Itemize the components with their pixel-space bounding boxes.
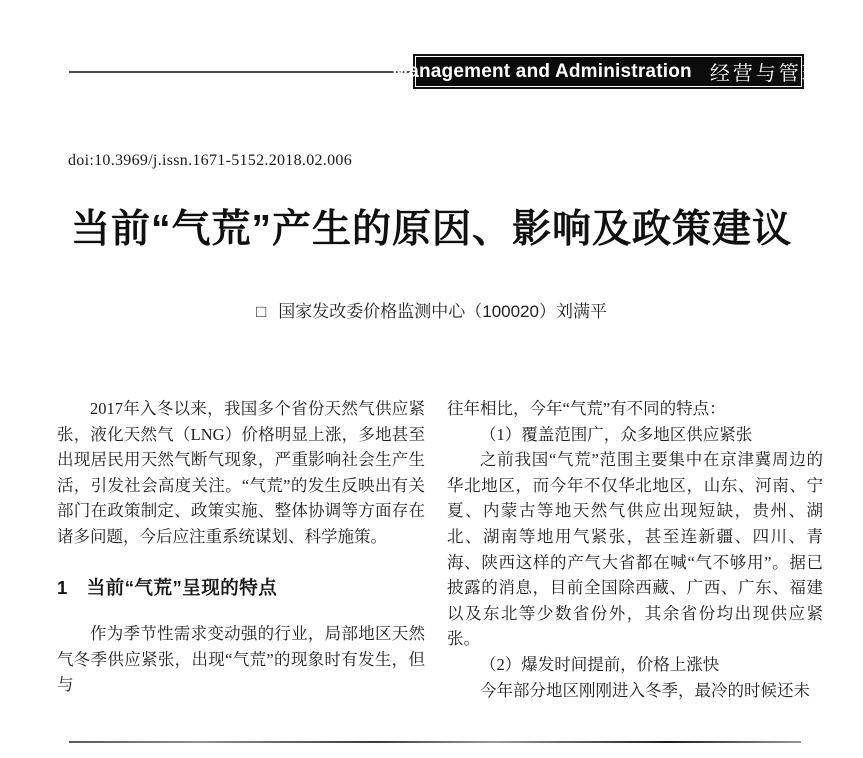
article-title: 当前“气荒”产生的原因、影响及政策建议	[70, 208, 792, 251]
section-badge-chinese: 经营与管理	[709, 63, 825, 85]
doi-line: doi:10.3969/j.issn.1671-5152.2018.02.006	[68, 152, 353, 169]
journal-section-badge	[392, 56, 825, 87]
paragraph: （2）爆发时间提前，价格上涨快	[480, 654, 720, 674]
author-marker-square: □	[255, 302, 267, 321]
footer-rule-line	[69, 741, 801, 743]
paragraph: 之前我国“气荒”范围主要集中在京津冀周边的华北地区，而今年不仅华北地区，山东、河南、宁夏、内蒙古等地天然气供应出现短缺，贵州、湖北、湖南等地用气紧张，甚至连新疆、四川、青海、陕西这样的产气大省都在喊“气不够用”。据已披露的消息，目前全国除西藏、广西、广东、福建以及东北等少数省份外，其余省份均出现供应紧张。	[447, 450, 823, 649]
author-affiliation: 国家发改委价格监测中心（100020）刘满平	[278, 302, 607, 321]
right-column	[447, 396, 823, 703]
paragraph: 2017年入冬以来，我国多个省份天然气供应紧张，液化天然气（LNG）价格明显上涨，多地甚至出现居民用天然气断气现象，严重影响社会生产生活，引发社会高度关注。“气荒”的发生反映出有关部门在政策制定、政策实施、整体协调等方面存在诸多问题，今后应注重系统谋划、科学施策。	[57, 399, 425, 546]
paragraph-continuation: 往年相比，今年“气荒”有不同的特点：	[447, 399, 726, 418]
paragraph: 作为季节性需求变动强的行业，局部地区天然气冬季供应紧张，出现“气荒”的现象时有发生，但与	[57, 624, 425, 695]
section-heading: 1 当前“气荒”呈现的特点	[57, 576, 278, 598]
article-body	[57, 396, 823, 703]
header-rule-line	[69, 71, 415, 73]
paragraph: （1）覆盖范围广，众多地区供应紧张	[480, 424, 753, 444]
paragraph: 今年部分地区刚刚进入冬季，最冷的时候还未	[480, 680, 810, 700]
left-column	[57, 396, 425, 703]
author-line	[0, 297, 863, 322]
section-badge-english: Management and Administration	[392, 60, 692, 82]
